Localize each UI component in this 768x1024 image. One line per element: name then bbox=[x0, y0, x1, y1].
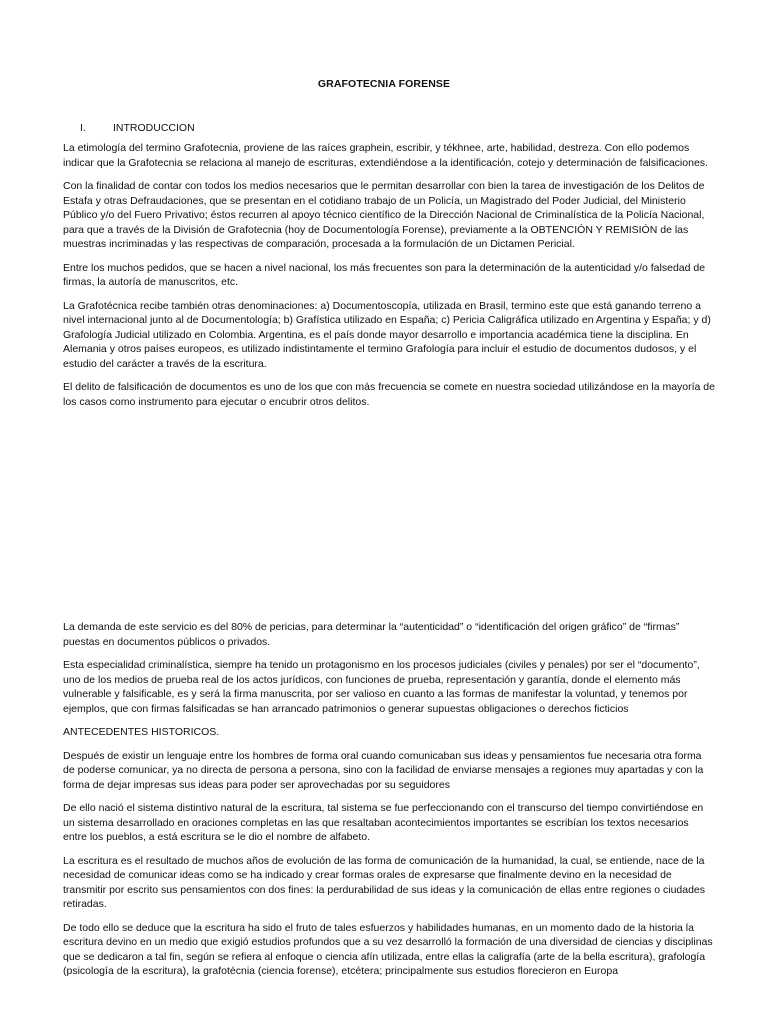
paragraph-etimologia: La etimología del termino Grafotecnia, proviene de las raíces graphein, escribir, y tékhnee, arte, habilidad, destreza. Con ello podemos indicar que la Grafotecnia se relaciona al manejo de escrituras, extendiéndose a la identificación, cotejo y determinación de falsificaciones. bbox=[63, 142, 708, 169]
subheading-antecedentes: ANTECEDENTES HISTORICOS. bbox=[63, 726, 220, 738]
section-number: I. bbox=[80, 122, 86, 134]
section-heading bbox=[80, 122, 195, 134]
paragraph-demanda: La demanda de este servicio es del 80% de pericias, para determinar la “autenticidad” o “identificación del origen gráfico” de “firmas” puestas en documentos públicos o privados. bbox=[63, 621, 680, 648]
paragraph-esfuerzos: De todo ello se deduce que la escritura ha sido el fruto de tales esfuerzos y habilidades humanas, en un momento dado de la historia la escritura devino en un medio que exigió estudios profundos que a su vez desarrolló la formación de una diversidad de ciencias y disciplinas que se dedicaron a tal fin, según se refiera al enfoque o ciencia afín utilizada, entre ellas la caligrafía (arte de la bella escritura), grafología (psicología de la escritura), la grafotécnia (ciencia forense), etcétera; principalmente sus estudios florecieron en Europa bbox=[63, 921, 713, 977]
paragraph-evolucion: La escritura es el resultado de muchos años de evolución de las forma de comunicación de la humanidad, la cual, se entiende, nace de la necesidad de comunicar ideas como se ha indicado y crear formas orales de expresarse que finalmente devino en la necesidad de transmitir por escrito sus pensamientos con dos fines: la perdurabilidad de sus ideas y la comunicación de ellas entre regiones o ciudades retiradas. bbox=[63, 854, 706, 910]
paragraph-lenguaje: Después de existir un lenguaje entre los hombres de forma oral cuando comunicaban sus ideas y pensamientos fue necesaria otra forma de poderse comunicar, ya no directa de persona a persona, sino con la facilidad de enviarse mensajes a regiones muy apartadas y con la forma de dejar impresas sus ideas para poder ser aprovechadas por su seguidores bbox=[63, 749, 704, 791]
document-title: GRAFOTECNIA FORENSE bbox=[317, 78, 451, 90]
paragraph-especialidad: Esta especialidad criminalística, siempre ha tenido un protagonismo en los procesos judiciales (civiles y penales) por ser el “documento”, uno de los medios de prueba real de los actos jurídicos, con funciones de prueba, representación y garantía, donde el elemento más vulnerable y falsificable, es y será la firma manuscrita, por ser valioso en cuanto a las formas de manifestar la voluntad, y tenemos por ejemplos, que con firmas falsificadas se han arrancado patrimonios o generar supuestas obligaciones o derechos ficticios bbox=[63, 659, 700, 715]
paragraph-sistema: De ello nació el sistema distintivo natural de la escritura, tal sistema se fue perfeccionando con el transcurso del tiempo convirtiéndose en un sistema desarrollado en oraciones completas en las que resaltaban acontecimientos importantes se escribían los textos necesarios entre los pueblos, a está escritura se le dio el nombre de alfabeto. bbox=[63, 802, 704, 843]
paragraph-delito: El delito de falsificación de documentos es uno de los que con más frecuencia se comete en nuestra sociedad utilizándose en la mayoría de los casos como instrumento para ejecutar o encubrir otros delitos. bbox=[63, 381, 715, 408]
section-title: INTRODUCCION bbox=[113, 122, 195, 134]
body-text-part2 bbox=[63, 620, 715, 988]
paragraph-denominaciones: La Grafotécnica recibe también otras denominaciones: a) Documentoscopía, utilizada en Brasil, termino este que está ganando terreno a nivel internacional junto al de Documentología; b) Grafística utilizado en España; c) Pericia Caligráfica utilizado en Argentina y España; y d) Grafología Judicial utilizado en Colombia. Argentina, es el país donde mayor desarrollo e importancia académica tiene la disciplina. En Alemania y otros países europeos, es utilizado indistintamente el termino Grafología para incluir el estudio de documentos dudosos, y el estudio del carácter a través de la escritura. bbox=[63, 299, 711, 370]
body-text-part1 bbox=[63, 141, 715, 418]
paragraph-pedidos: Entre los muchos pedidos, que se hacen a nivel nacional, los más frecuentes son para la determinación de la autenticidad y/o falsedad de firmas, la autoría de manuscritos, etc. bbox=[63, 261, 706, 288]
paragraph-finalidad: Con la finalidad de contar con todos los medios necesarios que le permitan desarrollar con bien la tarea de investigación de los Delitos de Estafa y otras Defraudaciones, que se presentan en el cotidiano trabajo de un Policía, un Magistrado del Poder Judicial, del Ministerio Público y/o del Fuero Privativo; éstos recurren al apoyo técnico científico de la Dirección Nacional de Criminalística de la Policía Nacional, para que a través de la División de Grafotecnia (hoy de Documentología Forense), previamente a la OBTENCIÓN Y REMISIÓN de las muestras incriminadas y las respectivas de comparación, procesada a la formulación de un Dictamen Pericial. bbox=[63, 180, 705, 250]
